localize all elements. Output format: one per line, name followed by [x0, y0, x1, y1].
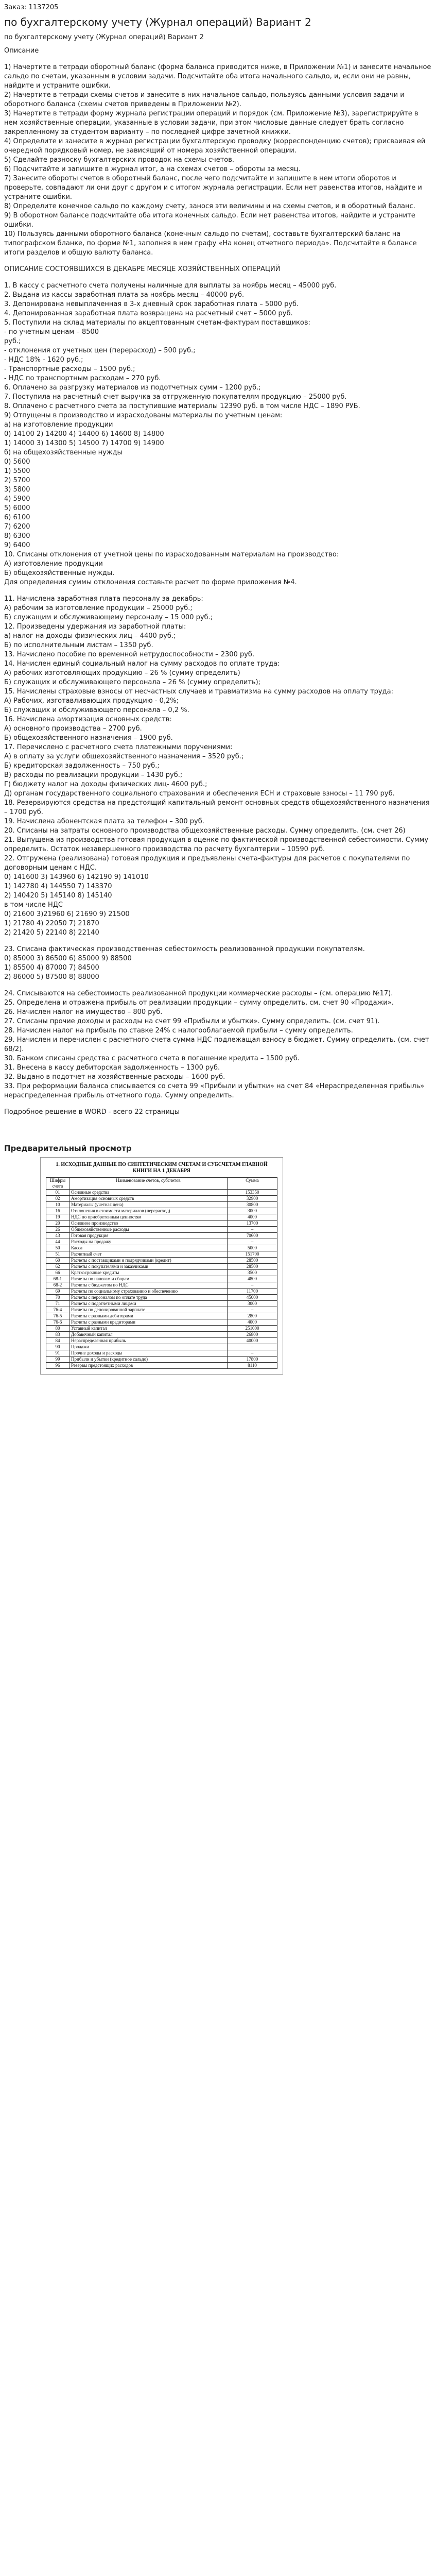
- operation-item: 30. Банком списаны средства с расчетного счета в погашение кредита – 1500 руб.: [4, 1055, 300, 1062]
- table-row: [46, 1227, 277, 1233]
- operations-heading: ОПИСАНИЕ СОСТОЯВШИХСЯ В ДЕКАБРЕ МЕСЯЦЕ ХОЗЯЙСТВЕННЫХ ОПЕРАЦИЙ: [4, 265, 281, 273]
- instructions-list: [4, 63, 432, 258]
- cell-name: Прочие доходы и расходы: [69, 1350, 228, 1357]
- table-row: [46, 1319, 277, 1326]
- cell-amount: 40000: [228, 1338, 277, 1344]
- operation-item: 8. Оплачено с расчетного счета за поступившие материалы 12390 руб. в том числе НДС – 1890 РУБ.: [4, 402, 360, 410]
- cell-code: 02: [46, 1196, 69, 1202]
- table-row: [46, 1363, 277, 1369]
- cell-code: 01: [46, 1190, 69, 1196]
- cell-code: 10: [46, 1202, 69, 1208]
- table-row: [46, 1251, 277, 1258]
- table-row: [46, 1357, 277, 1363]
- cell-code: 69: [46, 1289, 69, 1295]
- cell-name: Расчетный счет: [69, 1251, 228, 1258]
- cell-amount: 45000: [228, 1295, 277, 1301]
- operation-item: 32. Выдано в подотчет на хозяйственные расходы – 1600 руб.: [4, 1073, 225, 1081]
- cell-amount: 28500: [228, 1258, 277, 1264]
- operation-item: 4) 5900: [4, 495, 30, 503]
- operation-item: 7. Поступила на расчетный счет выручка за отгруженную покупателям продукцию – 25000 руб.: [4, 393, 347, 401]
- cell-code: 16: [46, 1208, 69, 1214]
- operation-item: 28. Начислен налог на прибыль по ставке 24% с налогооблагаемой прибыли – сумму определить.: [4, 1027, 353, 1035]
- spacer: [4, 982, 432, 989]
- operation-item: 18. Резервируются средства на предстоящий капитальный ремонт основных средств общехозяйственного назначения – 1700 руб.: [4, 799, 430, 816]
- cell-code: 62: [46, 1264, 69, 1270]
- table-header-row: [46, 1178, 277, 1190]
- table-row: [46, 1344, 277, 1350]
- cell-amount: 2800: [228, 1313, 277, 1319]
- page-title: по бухгалтерскому учету (Журнал операций) Вариант 2: [4, 16, 311, 28]
- cell-name: Расчеты с покупателями и заказчиками: [69, 1264, 228, 1270]
- operation-item: руб.;: [4, 337, 21, 345]
- cell-code: 76-5: [46, 1313, 69, 1319]
- operation-item: 8) 6300: [4, 532, 30, 540]
- operation-item: 0) 21600 3)21960 6) 21690 9) 21500: [4, 910, 130, 918]
- operation-item: Б) общехозяйственного назначения – 1900 руб.: [4, 734, 173, 742]
- operation-item: 20. Списаны на затраты основного производства общехозяйственные расходы. Сумму определить. (см. счет 26): [4, 827, 406, 835]
- cell-amount: 28500: [228, 1264, 277, 1270]
- order-number: Заказ: 1137205: [4, 4, 59, 11]
- cell-amount: –: [228, 1227, 277, 1233]
- operation-item: 3. Депонирована невыплаченная в 3-х дневный срок заработная плата – 5000 руб.: [4, 300, 299, 308]
- cell-amount: 32900: [228, 1196, 277, 1202]
- cell-name: Расчеты по депонированной зарплате: [69, 1307, 228, 1313]
- operation-item: 0) 85000 3) 86500 6) 85000 9) 88500: [4, 955, 132, 962]
- spacer: [4, 938, 432, 945]
- operation-item: 0) 14100 2) 14200 4) 14400 6) 14600 8) 14800: [4, 430, 164, 438]
- operation-item: в том числе НДС: [4, 901, 63, 909]
- table-row: [46, 1338, 277, 1344]
- operation-item: 24. Списываются на себестоимость реализованной продукции коммерческие расходы – (см. операцию №17).: [4, 990, 393, 997]
- operation-item: 17. Перечислено с расчетного счета платежными поручениями:: [4, 743, 233, 751]
- table-row: [46, 1202, 277, 1208]
- operation-item: 21. Выпущена из производства готовая продукция в оценке по фактической производственной себестоимости. Сумму определить. Остаток незавершенного производства по расчету бухгалтерии – 10590 руб.: [4, 836, 429, 853]
- operation-item: Для определения суммы отклонения составьте расчет по форме приложения №4.: [4, 579, 297, 586]
- operation-item: 29. Начислен и перечислен с расчетного счета сумма НДС подлежащая взносу в бюджет. Сумму определить. (см. счет 68/2).: [4, 1036, 429, 1053]
- cell-code: 26: [46, 1227, 69, 1233]
- cell-amount: 70600: [228, 1233, 277, 1239]
- cell-code: 20: [46, 1221, 69, 1227]
- cell-amount: 3000: [228, 1301, 277, 1307]
- operation-item: Б) по исполнительным листам – 1350 руб.: [4, 641, 153, 649]
- operation-item: - НДС по транспортным расходам – 270 руб.: [4, 375, 161, 382]
- cell-code: 80: [46, 1326, 69, 1332]
- table-row: [46, 1295, 277, 1301]
- cell-amount: 4000: [228, 1319, 277, 1326]
- table-row: [46, 1258, 277, 1264]
- operation-item: 9) Отпущены в производство и израсходованы материалы по учетным ценам:: [4, 412, 283, 419]
- operation-item: 25. Определена и отражена прибыль от реализации продукции – сумму определить, см. счет 90 «Продажи».: [4, 999, 394, 1007]
- cell-amount: 3000: [228, 1208, 277, 1214]
- operation-item: Б) служащих и обслуживающего персонала – 26 % (сумму определить);: [4, 679, 261, 686]
- cell-amount: 3500: [228, 1270, 277, 1276]
- cell-code: 71: [46, 1301, 69, 1307]
- operation-item: Г) бюджету налог на доходы физических лиц- 4600 руб.;: [4, 781, 207, 788]
- cell-name: Расходы на продажу: [69, 1239, 228, 1245]
- cell-name: Расчеты с разными дебиторами: [69, 1313, 228, 1319]
- cell-name: Отклонения в стоимости материалов (перерасход): [69, 1208, 228, 1214]
- cell-amount: 11700: [228, 1289, 277, 1295]
- instruction-item: 5) Сделайте разноску бухгалтерских проводок на схемы счетов.: [4, 156, 235, 164]
- cell-code: 66: [46, 1270, 69, 1276]
- operation-item: 16. Начислена амортизация основных средств:: [4, 716, 172, 723]
- operation-item: 6. Оплачено за разгрузку материалов из подотчетных сумм – 1200 руб.;: [4, 384, 261, 392]
- operation-item: А) рабочим за изготовление продукции – 25000 руб.;: [4, 604, 193, 612]
- table-row: [46, 1276, 277, 1282]
- operation-item: 19. Начислена абонентская плата за телефон – 300 руб.: [4, 818, 204, 825]
- operation-item: 1) 85500 4) 87000 7) 84500: [4, 964, 99, 972]
- operation-item: б) на общехозяйственные нужды: [4, 449, 123, 456]
- cell-code: 96: [46, 1363, 69, 1369]
- operation-item: 2) 5700: [4, 477, 30, 484]
- table-row: [46, 1307, 277, 1313]
- operation-item: Б) служащих и обслуживающего персонала – 0,2 %.: [4, 706, 189, 714]
- cell-name: Продажи: [69, 1344, 228, 1350]
- operation-item: 0) 5600: [4, 458, 30, 466]
- cell-name: Краткосрочные кредиты: [69, 1270, 228, 1276]
- operation-item: В) расходы по реализации продукции – 1430 руб.;: [4, 771, 183, 779]
- operation-item: 1) 14000 3) 14300 5) 14500 7) 14700 9) 14900: [4, 439, 164, 447]
- operation-item: 14. Начислен единый социальный налог на сумму расходов по оплате труда:: [4, 660, 280, 668]
- operation-item: А) Рабочих, изготавливающих продукцию - 0,2%;: [4, 697, 179, 705]
- cell-code: 51: [46, 1251, 69, 1258]
- operation-item: а) налог на доходы физических лиц – 4400 руб.;: [4, 632, 176, 640]
- page-subtitle: по бухгалтерскому учету (Журнал операций) Вариант 2: [4, 33, 204, 41]
- cell-name: Расчеты с подотчетными лицами: [69, 1301, 228, 1307]
- table-row: [46, 1196, 277, 1202]
- operation-item: 26. Начислен налог на имущество – 800 руб.: [4, 1008, 163, 1016]
- operation-item: А) изготовление продукции: [4, 560, 103, 568]
- operation-item: 10. Списаны отклонения от учетной цены по израсходованным материалам на производство:: [4, 551, 339, 558]
- operation-item: 1) 5500: [4, 467, 30, 475]
- cell-name: Добавочный капитал: [69, 1332, 228, 1338]
- cell-code: 70: [46, 1295, 69, 1301]
- cell-amount: –: [228, 1350, 277, 1357]
- operation-item: 1) 21780 4) 22050 7) 21870: [4, 920, 99, 927]
- cell-amount: 30800: [228, 1202, 277, 1208]
- operation-item: 2. Выдана из кассы заработная плата за ноябрь месяц – 40000 руб.: [4, 291, 245, 299]
- instruction-item: 3) Начертите в тетради форму журнала регистрации операций и порядок (см. Приложение №3), зарегистрируйте в нем хозяйственные операции, указанные в условии задачи, при этом числовые данные следует брать согласно закрепленному за студентом варианту – по последней цифре зачетной книжки.: [4, 110, 418, 136]
- cell-amount: 251000: [228, 1326, 277, 1332]
- table-row: [46, 1326, 277, 1332]
- cell-code: 83: [46, 1332, 69, 1338]
- operation-item: - по учетным ценам – 8500: [4, 328, 99, 336]
- operation-item: Б) кредиторская задолженность – 750 руб.;: [4, 762, 160, 770]
- cell-name: Готовая продукция: [69, 1233, 228, 1239]
- operation-item: 23. Списана фактическая производственная себестоимость реализованной продукции покупателям.: [4, 945, 365, 953]
- operation-item: 4. Депонированная заработная плата возвращена на расчетный счет – 5000 руб.: [4, 310, 293, 317]
- operation-item: а) на изготовление продукции: [4, 421, 113, 429]
- table-row: [46, 1245, 277, 1251]
- table-row: [46, 1313, 277, 1319]
- cell-name: Расчеты с разными кредиторами: [69, 1319, 228, 1326]
- table-row: [46, 1282, 277, 1289]
- cell-amount: 5000: [228, 1245, 277, 1251]
- table-row: [46, 1270, 277, 1276]
- operation-item: 1. В кассу с расчетного счета получены наличные для выплаты за ноябрь месяц – 45000 руб.: [4, 282, 337, 290]
- accounts-table: [46, 1177, 277, 1369]
- table-row: [46, 1350, 277, 1357]
- solution-note: Подробное решение в WORD - всего 22 страницы: [4, 1108, 180, 1116]
- operation-item: 3) 5800: [4, 486, 30, 494]
- operation-item: А) в оплату за услуги общехозяйственного назначения – 3520 руб.;: [4, 753, 244, 760]
- operation-item: 12. Произведены удержания из заработной платы:: [4, 623, 186, 631]
- table-row: [46, 1264, 277, 1270]
- cell-code: 76-4: [46, 1307, 69, 1313]
- cell-amount: 17800: [228, 1357, 277, 1363]
- operation-item: Б) общехозяйственные нужды.: [4, 569, 115, 577]
- table-row: [46, 1208, 277, 1214]
- cell-name: Расчеты по налогам и сборам: [69, 1276, 228, 1282]
- cell-code: 90: [46, 1344, 69, 1350]
- table-row: [46, 1190, 277, 1196]
- operation-item: 31. Внесена в кассу дебиторская задолженность – 1300 руб.: [4, 1064, 220, 1072]
- cell-amount: 4000: [228, 1214, 277, 1221]
- cell-code: 44: [46, 1239, 69, 1245]
- operation-item: - отклонения от учетных цен (перерасход) – 500 руб.;: [4, 347, 196, 354]
- cell-name: Расчеты с поставщиками и подрядчиками (кредит): [69, 1258, 228, 1264]
- table-row: [46, 1221, 277, 1227]
- table-row: [46, 1233, 277, 1239]
- operation-item: 5) 6000: [4, 504, 30, 512]
- operation-item: 13. Начислено пособие по временной нетрудоспособности – 2300 руб.: [4, 651, 255, 658]
- cell-amount: 8110: [228, 1363, 277, 1369]
- operation-item: 6) 6100: [4, 514, 30, 521]
- cell-name: Основные средства: [69, 1190, 228, 1196]
- table-row: [46, 1289, 277, 1295]
- operation-item: 7) 6200: [4, 523, 30, 531]
- cell-code: 68-1: [46, 1276, 69, 1282]
- cell-amount: 153350: [228, 1190, 277, 1196]
- cell-name: Прибыли и убытки (кредитное сальдо): [69, 1357, 228, 1363]
- table-row: [46, 1239, 277, 1245]
- cell-code: 50: [46, 1245, 69, 1251]
- cell-amount: –: [228, 1344, 277, 1350]
- operation-item: 27. Списаны прочие доходы и расходы на счет 99 «Прибыли и убытки». Сумму определить. (см. счет 91).: [4, 1018, 380, 1025]
- spacer: [4, 587, 432, 595]
- preview-title: Предварительный просмотр: [4, 1144, 132, 1153]
- instruction-item: 8) Определите конечное сальдо по каждому счету, занося эти величины и на схемы счетов, и в оборотный баланс.: [4, 202, 415, 210]
- instruction-item: 10) Пользуясь данными оборотного баланса (конечным сальдо по счетам), составьте бухгалтерский баланс на типографском бланке, по форме №1, заполняя в нем графу «На конец отчетного периода». Подсчитайте в балансе итоги разделов и общую валюту баланса.: [4, 230, 417, 257]
- column-header-amount: Сумма: [228, 1178, 277, 1190]
- cell-amount: –: [228, 1239, 277, 1245]
- cell-code: 60: [46, 1258, 69, 1264]
- cell-name: Уставный капитал: [69, 1326, 228, 1332]
- cell-name: Расчеты с бюджетом по НДС: [69, 1282, 228, 1289]
- table-row: [46, 1214, 277, 1221]
- operation-item: 2) 21420 5) 22140 8) 22140: [4, 929, 99, 937]
- operation-item: А) рабочих изготовляющих продукцию – 26 % (сумму определить): [4, 669, 240, 677]
- column-header-code: Шифры счета: [46, 1178, 69, 1190]
- cell-code: 19: [46, 1214, 69, 1221]
- operation-item: 22. Отгружена (реализована) готовая продукция и предъявлены счета-фактуры для расчетов с покупателями по договорным ценам с НДС.: [4, 855, 410, 872]
- instruction-item: 4) Определите и занесите в журнал регистрации бухгалтерскую проводку (корреспонденцию счетов); присваивая ей очередной порядковый номер, не зависящий от номера хозяйственной операции.: [4, 138, 426, 155]
- instruction-item: 6) Подсчитайте и запишите в журнал итог, а на схемах счетов – обороты за месяц.: [4, 165, 301, 173]
- instruction-item: 2) Начертите в тетради схемы счетов и занесите в них начальное сальдо, пользуясь данными условия задачи и оборотного баланса (схемы счетов приведены в Приложении №2).: [4, 91, 405, 108]
- operation-item: 11. Начислена заработная плата персоналу за декабрь:: [4, 595, 203, 603]
- operations-list: [4, 281, 432, 1100]
- document-heading: 1. ИСХОДНЫЕ ДАННЫЕ ПО СИНТЕТИЧЕСКИМ СЧЕТАМ И СУБСЧЕТАМ ГЛАВНОЙ КНИГИ НА 1 ДЕКАБРЯ: [56, 1162, 268, 1174]
- cell-name: Материалы (учетная цена): [69, 1202, 228, 1208]
- operation-item: 2) 140420 5) 145140 8) 145140: [4, 892, 112, 900]
- cell-name: Нераспределенная прибыль: [69, 1338, 228, 1344]
- cell-name: Резервы предстоящих расходов: [69, 1363, 228, 1369]
- table-row: [46, 1301, 277, 1307]
- operation-item: 2) 86000 5) 87500 8) 88000: [4, 973, 99, 981]
- operation-item: Б) служащим и обслуживающему персоналу – 15 000 руб.;: [4, 614, 213, 621]
- cell-code: 84: [46, 1338, 69, 1344]
- operation-item: 15. Начислены страховые взносы от несчастных случаев и травматизма на сумму расходов на оплату труда:: [4, 688, 393, 696]
- cell-code: 68-2: [46, 1282, 69, 1289]
- cell-name: НДС по приобретенным ценностям: [69, 1214, 228, 1221]
- description-label: Описание: [4, 47, 39, 55]
- cell-code: 91: [46, 1350, 69, 1357]
- cell-code: 99: [46, 1357, 69, 1363]
- column-header-name: Наименование счетов, субсчетов: [69, 1178, 228, 1190]
- cell-amount: 151700: [228, 1251, 277, 1258]
- cell-name: Касса: [69, 1245, 228, 1251]
- operation-item: 33. При реформации баланса списывается со счета 99 «Прибыли и убытки» на счет 84 «Нераспределенная прибыль» нераспределенная прибыль отчетного года. Сумму определить.: [4, 1082, 425, 1099]
- instruction-item: 9) В оборотном балансе подсчитайте оба итога конечных сальдо. Если нет равенства итогов, найдите и устраните ошибки.: [4, 212, 415, 229]
- operation-item: 5. Поступили на склад материалы по акцептованным счетам-фактурам поставщиков:: [4, 319, 310, 327]
- operation-item: 1) 142780 4) 144550 7) 143370: [4, 883, 112, 890]
- cell-amount: 13700: [228, 1221, 277, 1227]
- table-row: [46, 1332, 277, 1338]
- cell-amount: 4800: [228, 1276, 277, 1282]
- cell-name: Расчеты с персоналом по оплате труда: [69, 1295, 228, 1301]
- operation-item: 0) 141600 3) 143960 6) 142190 9) 141010: [4, 873, 149, 881]
- cell-name: Основное производство: [69, 1221, 228, 1227]
- cell-name: Общехозяйственные расходы: [69, 1227, 228, 1233]
- cell-code: 43: [46, 1233, 69, 1239]
- operation-item: - Транспортные расходы – 1500 руб.;: [4, 365, 135, 373]
- cell-name: Расчеты по социальному страхованию и обеспечению: [69, 1289, 228, 1295]
- operation-item: А) основного производства – 2700 руб.: [4, 725, 142, 733]
- instruction-item: 1) Начертите в тетради оборотный баланс (форма баланса приводится ниже, в Приложении №1) и занесите начальное сальдо по счетам, указанным в условии задачи. Подсчитайте оба итога начального сальдо, и, если они не равны, найдите и устраните ошибки.: [4, 63, 431, 90]
- preview-document: [40, 1157, 283, 1375]
- operation-item: Д) органам государственного социального страхования и обеспечения ЕСН и страховые взносы – 11 790 руб.: [4, 790, 395, 798]
- cell-name: Амортизация основных средств: [69, 1196, 228, 1202]
- cell-amount: –: [228, 1282, 277, 1289]
- cell-amount: 26800: [228, 1332, 277, 1338]
- cell-code: 76-6: [46, 1319, 69, 1326]
- operation-item: 9) 6400: [4, 541, 30, 549]
- operation-item: - НДС 18% - 1620 руб.;: [4, 356, 83, 364]
- cell-amount: –: [228, 1307, 277, 1313]
- instruction-item: 7) Занесите обороты счетов в оборотный баланс, после чего подсчитайте и запишите в нем итоги оборотов и проверьте, совпадают ли они друг с другом и с итогом журнала регистрации. Если нет равенства итогов, найдите и устраните ошибки.: [4, 175, 422, 201]
